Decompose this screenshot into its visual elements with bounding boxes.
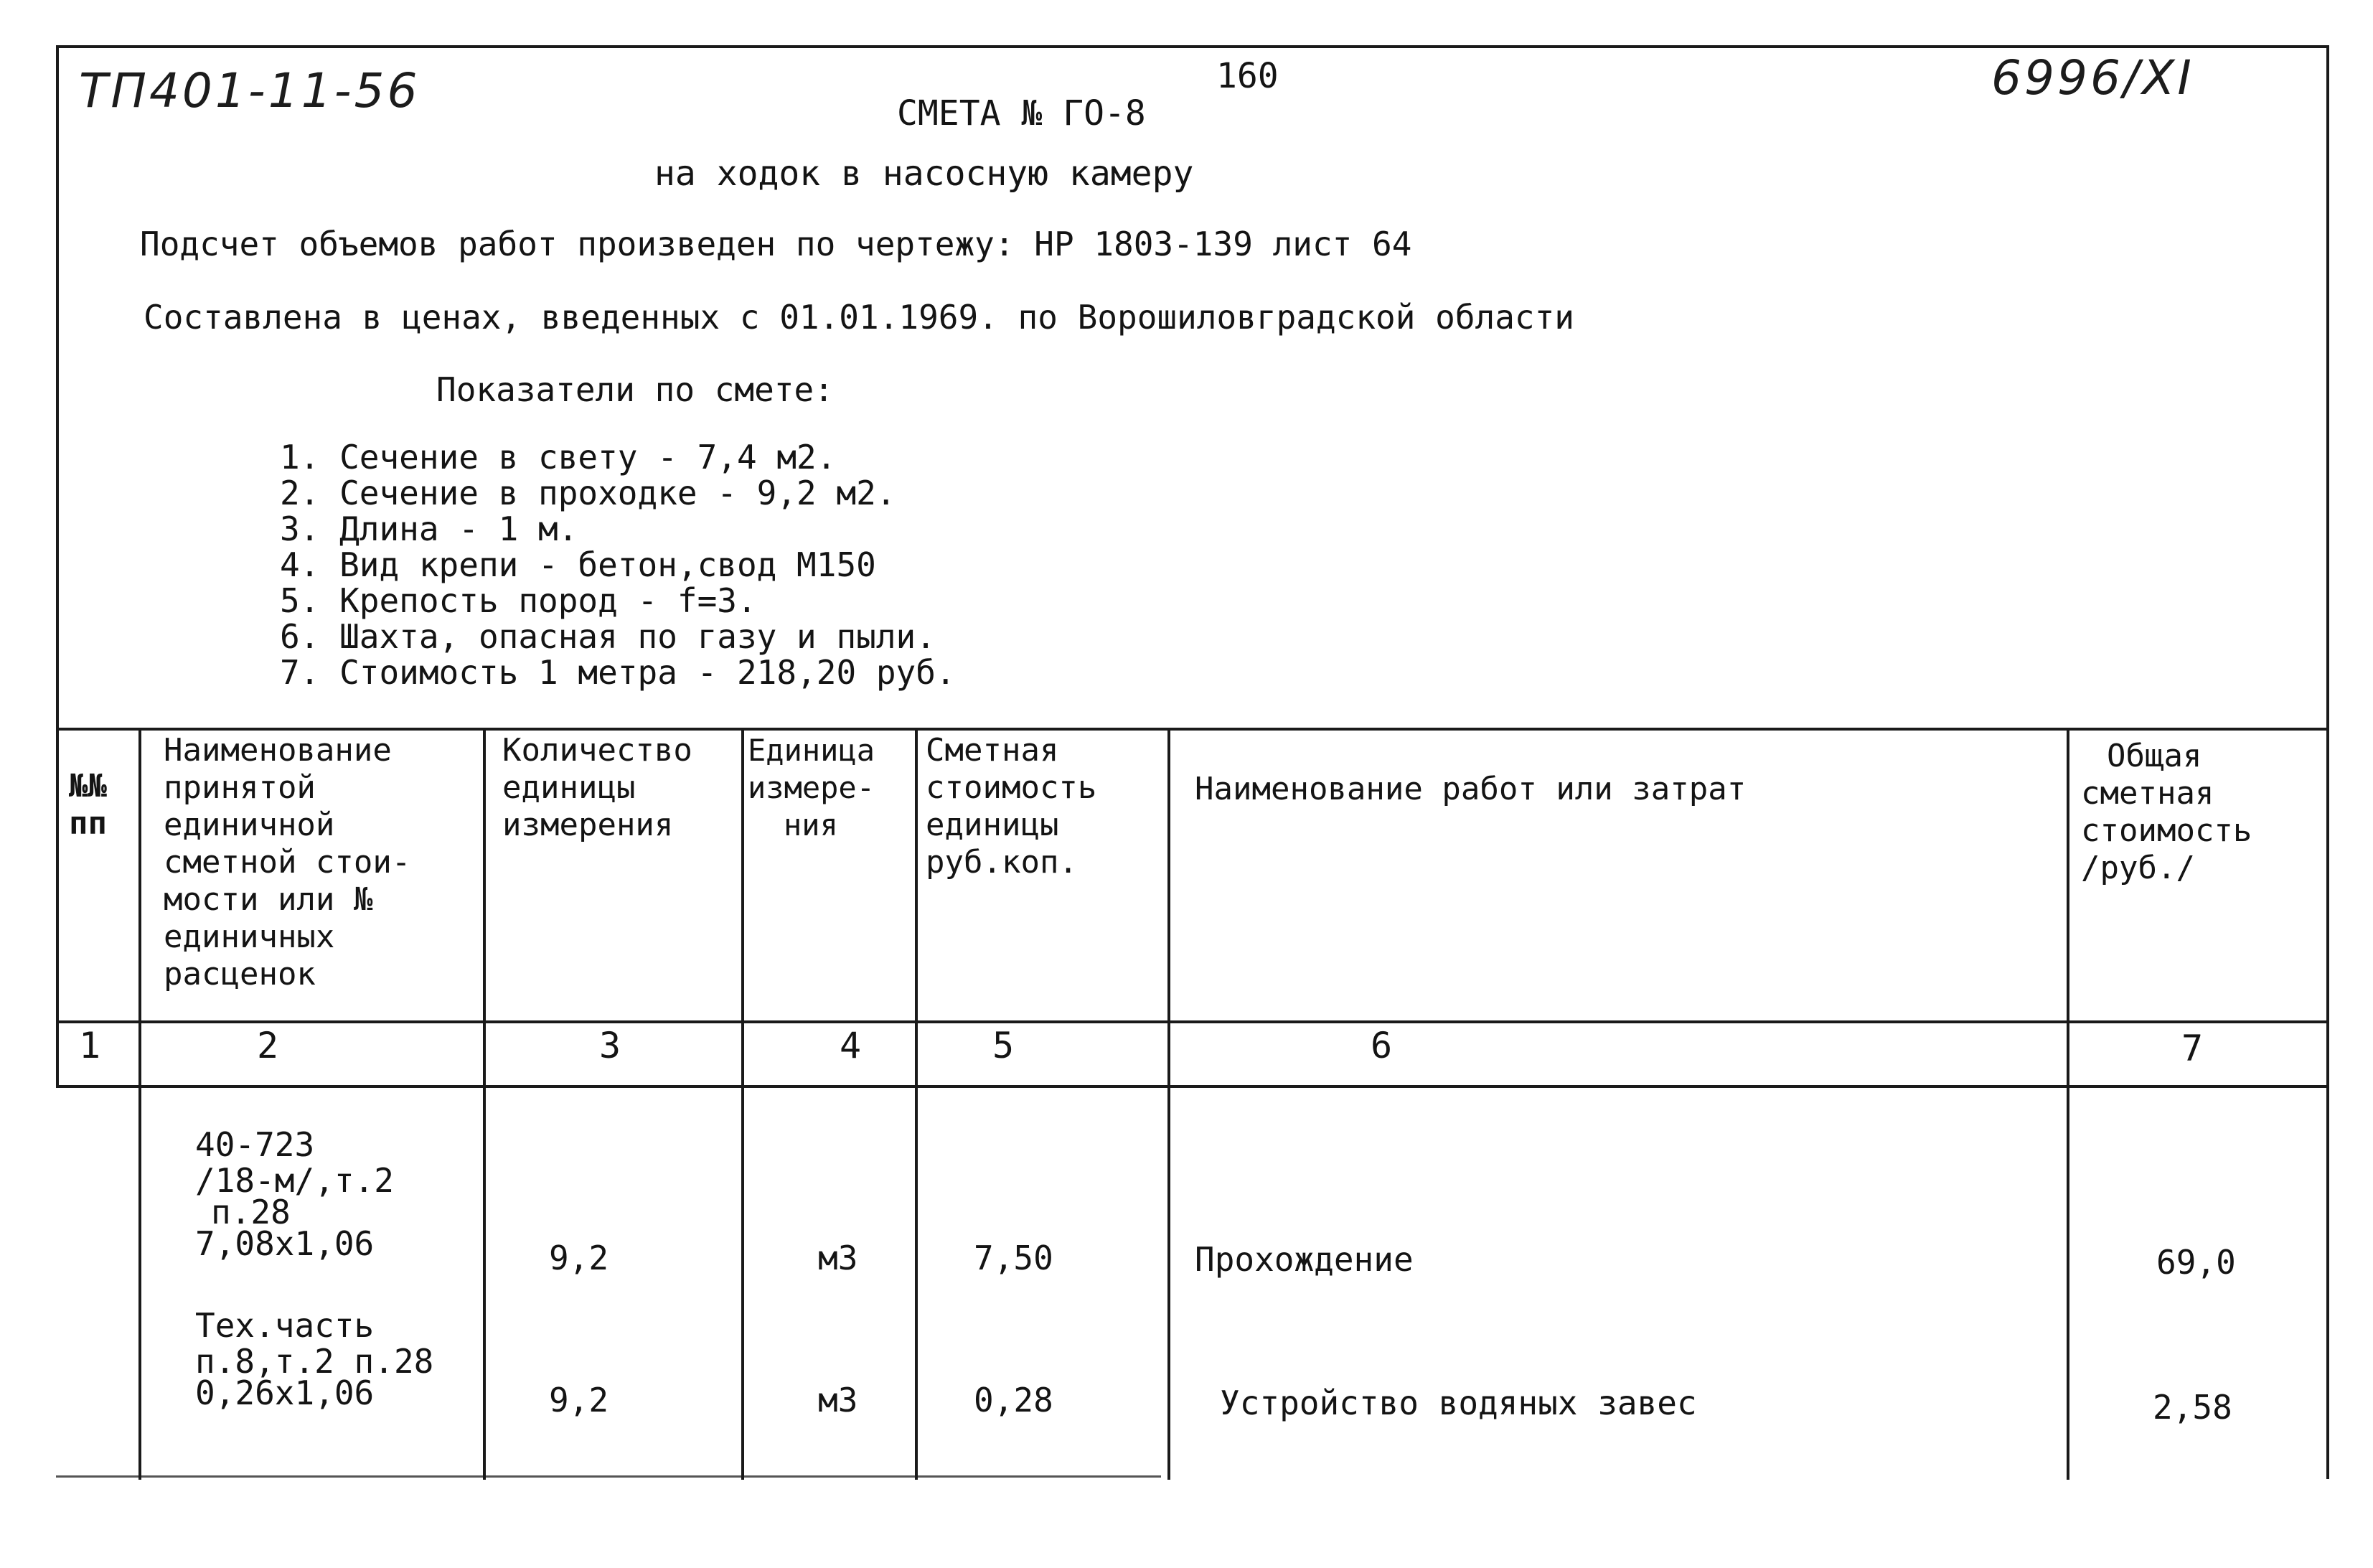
column-number: 4 bbox=[840, 1025, 862, 1066]
column-number: 1 bbox=[79, 1025, 101, 1066]
table-row-unit-cost: 0,28 bbox=[974, 1381, 1053, 1419]
indicator-item: 7. Стоимость 1 метра - 218,20 руб. bbox=[280, 653, 956, 692]
indicator-item: 6. Шахта, опасная по газу и пыли. bbox=[280, 617, 936, 656]
indicator-item: 3. Длина - 1 м. bbox=[280, 510, 578, 548]
column-numbers-bottom bbox=[56, 1085, 2329, 1088]
page-number: 160 bbox=[1216, 56, 1279, 96]
header-col2: Наименование принятой единичной сметной стои- мости или № единичных расценок bbox=[164, 732, 411, 992]
table-row-total: 69,0 bbox=[2156, 1243, 2236, 1282]
col-divider-4 bbox=[741, 728, 744, 1480]
indicators-list bbox=[280, 439, 956, 690]
indicator-item: 5. Крепость пород - f=3. bbox=[280, 581, 757, 620]
frame-left bbox=[56, 45, 59, 731]
column-number: 7 bbox=[2181, 1028, 2204, 1069]
column-number: 5 bbox=[992, 1025, 1015, 1066]
header-separator bbox=[56, 728, 2329, 731]
table-row-quantity: 9,2 bbox=[549, 1239, 609, 1277]
frame-right bbox=[2326, 45, 2329, 1479]
table-bottom bbox=[56, 1475, 1161, 1478]
archive-number: 6996/XI bbox=[1991, 50, 2194, 105]
column-number: 3 bbox=[599, 1025, 621, 1066]
header-col3: Количество единицы измерения bbox=[502, 732, 692, 843]
indicator-item: 2. Сечение в проходке - 9,2 м2. bbox=[280, 474, 896, 512]
table-row-quantity: 9,2 bbox=[549, 1381, 609, 1419]
document-code: ТП401-11-56 bbox=[79, 63, 420, 118]
header-col4: Единица измере- ния bbox=[748, 733, 875, 842]
table-row-unit: м3 bbox=[818, 1239, 858, 1277]
col-divider-2 bbox=[138, 728, 141, 1480]
document-subtitle: на ходок в насосную камеру bbox=[654, 154, 1194, 194]
indicator-item: 4. Вид крепи - бетон,свод М150 bbox=[280, 545, 876, 584]
col-divider-7 bbox=[2067, 728, 2069, 1480]
table-row-total: 2,58 bbox=[2153, 1388, 2232, 1427]
col-divider-5 bbox=[915, 728, 918, 1480]
price-basis: Составлена в ценах, введенных с 01.01.1969. по Ворошиловградской области bbox=[144, 298, 1574, 337]
column-number: 6 bbox=[1371, 1025, 1393, 1066]
frame-top bbox=[56, 45, 2329, 48]
calculation-basis: Подсчет объемов работ произведен по чертежу: НР 1803-139 лист 64 bbox=[140, 225, 1412, 263]
col-divider-6 bbox=[1167, 728, 1170, 1480]
table-header-bottom bbox=[56, 1020, 2329, 1023]
table-row-unit: м3 bbox=[818, 1381, 858, 1419]
table-row-code: Тех.часть п.8,т.2 п.28 0,26х1,06 bbox=[195, 1306, 434, 1412]
header-col5: Сметная стоимость единицы руб.коп. bbox=[926, 732, 1097, 881]
document-title: СМЕТА № ГО-8 bbox=[897, 93, 1146, 133]
table-row-unit-cost: 7,50 bbox=[974, 1239, 1053, 1277]
table-row-work: Устройство водяных завес bbox=[1220, 1384, 1697, 1422]
column-number: 2 bbox=[257, 1025, 279, 1066]
table-row-code: 40-723 /18-м/,т.2 п.28 7,08х1,06 bbox=[195, 1125, 394, 1263]
header-col7: Общая сметная стоимость /руб./ bbox=[2081, 738, 2252, 886]
indicators-heading: Показатели по смете: bbox=[436, 370, 834, 409]
col-divider-1 bbox=[56, 728, 59, 1088]
header-col6: Наименование работ или затрат bbox=[1195, 771, 1747, 807]
header-col1: №№ пп bbox=[69, 768, 107, 842]
col-divider-3 bbox=[483, 728, 486, 1480]
indicator-item: 1. Сечение в свету - 7,4 м2. bbox=[280, 438, 837, 476]
table-row-work: Прохождение bbox=[1195, 1240, 1414, 1279]
